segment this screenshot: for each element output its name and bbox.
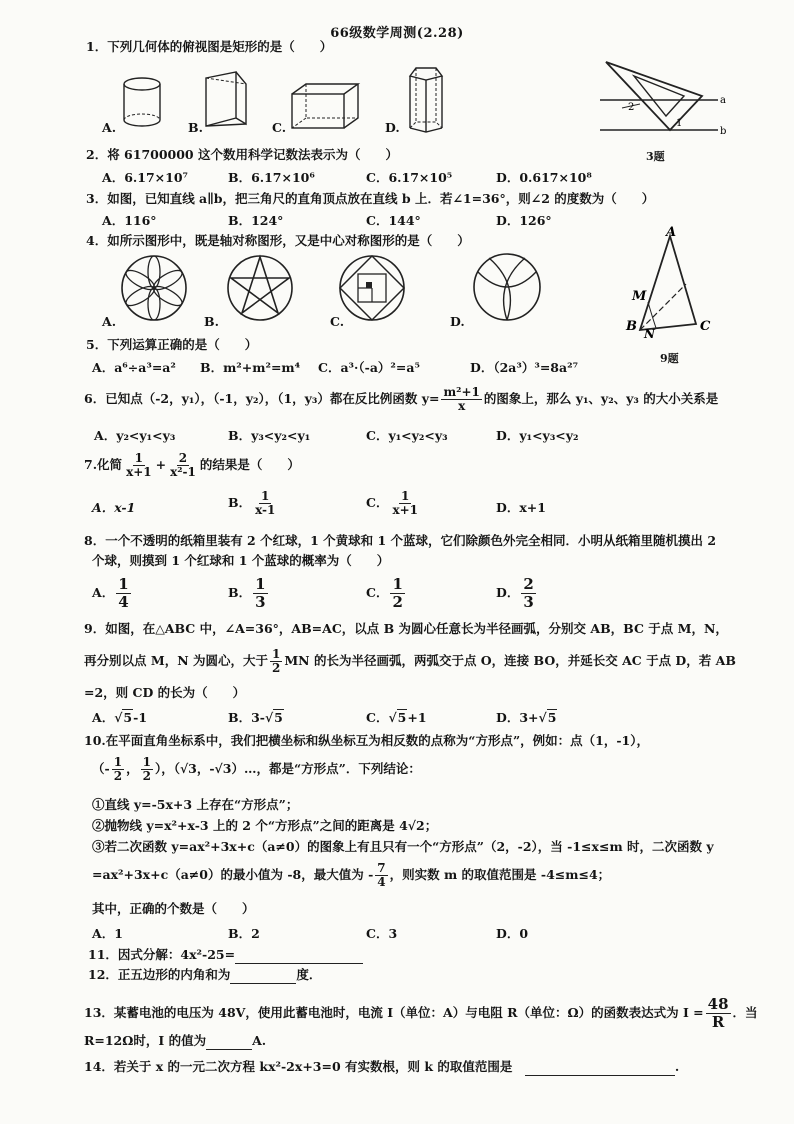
q6-stem-post: 的图象上，那么 y₁、y₂、y₃ 的大小关系是 [483, 391, 719, 406]
q8-d-num: 2 [523, 575, 534, 593]
set-square-figure [600, 58, 730, 142]
pentagram-circle-figure [224, 252, 296, 324]
q7-f2-num: 2 [178, 451, 188, 465]
q7-f1-den: x+1 [126, 465, 152, 479]
q12-stem-pre: 12．正五边形的内角和为 [88, 967, 231, 982]
point-n-label: N [644, 327, 655, 340]
vertex-b-label: B [626, 319, 637, 334]
q8-b-den: 3 [255, 593, 266, 611]
pentagonal-prism-figure [402, 66, 450, 136]
question-2-stem: 2．将 61700000 这个数用科学记数法表示为（ ） [86, 147, 398, 162]
q14-stem: 14．若关于 x 的一元二次方程 kx²-2x+3=0 有实数根，则 k 的取值范围是 [84, 1059, 513, 1074]
q13-fraction [706, 996, 731, 1031]
question-10-line-2 [92, 756, 421, 783]
q10-s3b-pre: =ax²+3x+c（a≠0）的最小值为 -8，最大值为 - [92, 867, 374, 882]
q7-f1-num: 1 [134, 451, 144, 465]
page-title: 66级数学周测(2.28) [330, 26, 464, 41]
question-13-line-1 [84, 996, 758, 1031]
q8-b-frac [253, 576, 267, 611]
q9-b-pre: B．3- [228, 710, 265, 725]
q7-b-den: x-1 [255, 503, 276, 517]
q7-option-c-frac [390, 490, 420, 517]
q5-option-d[interactable]: D．（2a³）³=8a²⁷ [470, 360, 579, 375]
q13-frac-den: R [711, 1013, 725, 1031]
q12-stem-post: 度． [296, 967, 322, 982]
q9-line2-post: MN 的长为半径画弧，两弧交于点 O，连接 BO，并延长交 AC 于点 D，若 AB [284, 653, 736, 668]
question-4-stem: 4．如所示图形中，既是轴对称图形，又是中心对称图形的是（ ） [86, 233, 470, 248]
q10-option-d[interactable]: D．0 [496, 926, 529, 941]
question-9-line-1: 9．如图，在△ABC 中，∠A=36°，AB=AC，以点 B 为圆心任意长为半径画弧，分别交 AB，BC 于点 M，N， [84, 621, 728, 636]
q7-option-c[interactable] [366, 490, 422, 517]
q13-line2-pre: R=12Ω时，I 的值为 [84, 1033, 207, 1048]
q10-frac-1 [112, 756, 124, 783]
q7-c-num: 1 [401, 489, 410, 503]
q3-option-a[interactable]: A．116° [102, 213, 157, 228]
circle-six-petals-figure [118, 252, 190, 324]
q9-c-rad: 5 [397, 710, 407, 725]
q3-option-d[interactable]: D．126° [496, 213, 552, 228]
q7-option-d[interactable]: D．x+1 [496, 500, 546, 515]
q5-option-b[interactable]: B．m²+m²=m⁴ [200, 360, 301, 375]
q6-option-d[interactable]: D．y₁<y₃<y₂ [496, 428, 579, 443]
q9-option-d[interactable]: D．3+√5 [496, 710, 557, 725]
q14-end: . [674, 1059, 680, 1074]
question-12 [88, 966, 321, 984]
q3-option-c[interactable]: C．144° [366, 213, 421, 228]
q7-b-num: 1 [261, 489, 270, 503]
q8-d-label: D． [496, 585, 520, 600]
q13-line2-post: A. [252, 1033, 267, 1048]
question-7-stem [84, 452, 300, 479]
q8-option-b[interactable] [228, 576, 270, 611]
q8-option-d[interactable] [496, 576, 538, 611]
question-8-line-1: 8．一个不透明的纸箱里装有 2 个红球，1 个黄球和 1 个蓝球，它们除颜色外完全相同．小明从纸箱里随机摸出 2 [84, 533, 717, 548]
q7-option-b[interactable] [228, 490, 279, 517]
q7-f2-den: x²-1 [170, 465, 196, 479]
question-14 [84, 1058, 679, 1076]
figure-9-caption: 9题 [660, 352, 679, 365]
question-13-line-2 [84, 1032, 266, 1050]
q9-b-rad: 5 [274, 710, 283, 725]
q1-option-c[interactable]: C. [272, 120, 287, 135]
q4-option-a[interactable]: A. [102, 314, 117, 329]
q6-fraction [441, 386, 481, 413]
q2-option-a[interactable]: A．6.17×10⁷ [102, 170, 188, 185]
q2-option-d[interactable]: D．0.617×10⁸ [496, 170, 592, 185]
q7-option-b-label: B． [228, 495, 252, 510]
q2-option-c[interactable]: C．6.17×10⁵ [366, 170, 453, 185]
q10-statement-3-line-2 [92, 862, 610, 889]
q10-s3b-den: 4 [377, 875, 386, 889]
question-9-line-3: =2，则 CD 的长为（ ） [84, 685, 246, 700]
q10-line2-mid: ， [126, 761, 139, 776]
q9-c-post: +1 [407, 710, 427, 725]
q8-a-den: 4 [118, 593, 129, 611]
q6-option-b[interactable]: B．y₃<y₂<y₁ [228, 428, 311, 443]
q8-b-num: 1 [255, 575, 266, 593]
q7-fraction-2 [168, 452, 198, 479]
q6-frac-num: m²+1 [443, 385, 480, 399]
q12-answer-blank[interactable] [230, 969, 296, 984]
three-arcs-circle-figure [470, 250, 544, 324]
q9-option-c[interactable]: C．√5+1 [366, 710, 427, 725]
q13-frac-num: 48 [707, 995, 729, 1013]
q1-option-b[interactable]: B. [188, 120, 203, 135]
q10-option-b[interactable]: B．2 [228, 926, 260, 941]
q13-line1-pre: 13．某蓄电池的电压为 48V，使用此蓄电池时，电流 I（单位：A）与电阻 R（单位：Ω）的函数表达式为 I = [84, 1005, 704, 1020]
q10-option-a[interactable]: A．1 [92, 926, 123, 941]
q10-statement-3-line-1: ③若二次函数 y=ax²+3x+c（a≠0）的图象上有且只有一个“方形点”（2，-2），当 -1≤x≤m 时，二次函数 y [92, 839, 714, 854]
q9-line2-pre: 再分别以点 M，N 为圆心，大于 [84, 653, 268, 668]
q11-stem: 11．因式分解：4x²-25= [88, 947, 236, 962]
point-m-label: M [632, 289, 647, 304]
angle-1-label: 1 [676, 118, 683, 129]
square-in-circle-figure [336, 252, 408, 324]
q8-option-c[interactable] [366, 576, 407, 611]
q7-option-b-frac [253, 490, 277, 517]
q10-frac-2 [141, 756, 153, 783]
q10-statement-2: ②抛物线 y=x²+x-3 上的 2 个“方形点”之间的距离是 4√2； [92, 818, 438, 833]
q8-b-label: B． [228, 585, 252, 600]
question-5-stem: 5．下列运算正确的是（ ） [86, 337, 258, 352]
q7-stem-post: 的结果是（ ） [199, 457, 300, 472]
q9-d-pre: D．3+ [496, 710, 539, 725]
question-10-line-1: 10.在平面直角坐标系中，我们把横坐标和纵坐标互为相反数的点称为“方形点”，例如：点（1，-1）， [84, 733, 649, 748]
q2-option-b[interactable]: B．6.17×10⁶ [228, 170, 315, 185]
triangle-abc-figure [624, 224, 714, 340]
q9-a-post: -1 [133, 710, 148, 725]
q10-f1-num: 1 [113, 755, 123, 769]
q8-c-den: 2 [392, 593, 403, 611]
q9-a-rad: 5 [123, 710, 133, 725]
q9-frac-num: 1 [271, 647, 281, 661]
q10-statement-1: ①直线 y=-5x+3 上存在“方形点”； [92, 797, 299, 812]
vertex-a-label: A [666, 225, 677, 240]
q9-d-rad: 5 [547, 710, 557, 725]
triangular-prism-figure [200, 68, 252, 132]
q8-a-label: A． [92, 585, 115, 600]
q10-f2-num: 1 [142, 755, 151, 769]
angle-2-label: 2 [628, 102, 635, 113]
q8-option-a[interactable] [92, 576, 133, 611]
q6-option-c[interactable]: C．y₁<y₂<y₃ [366, 428, 448, 443]
q8-c-num: 1 [392, 575, 403, 593]
q9-a-pre: A． [92, 710, 115, 725]
q1-option-d[interactable]: D. [385, 120, 400, 135]
q7-option-a[interactable]: A．x-1 [92, 500, 136, 515]
q10-f2-den: 2 [142, 769, 151, 783]
q10-line2-post: ），（√3，-√3）…，都是“方形点”．下列结论： [154, 761, 421, 776]
q10-s3b-frac [375, 862, 387, 889]
q6-option-a[interactable]: A．y₂<y₁<y₃ [94, 428, 176, 443]
q13-answer-blank[interactable] [206, 1035, 252, 1050]
vertex-c-label: C [700, 319, 711, 334]
figure-3-caption: 3题 [646, 150, 665, 163]
question-6-stem [84, 386, 718, 413]
q8-c-frac [390, 576, 404, 611]
q7-option-c-label: C． [366, 495, 389, 510]
q9-fraction [270, 648, 282, 675]
q5-option-a[interactable]: A．a⁶÷a³=a² [92, 360, 176, 375]
question-3-stem: 3．如图，已知直线 a∥b，把三角尺的直角顶点放在直线 b 上．若∠1=36°，则∠2 的度数为（ ） [86, 191, 655, 206]
question-9-line-2 [84, 648, 736, 675]
q7-c-den: x+1 [392, 503, 419, 517]
line-a-label: a [720, 95, 726, 106]
q8-a-frac [116, 576, 130, 611]
cube-figure [288, 80, 362, 132]
q3-option-b[interactable]: B．124° [228, 213, 284, 228]
q9-option-b[interactable]: B．3-√5 [228, 710, 283, 725]
q6-frac-den: x [458, 399, 466, 413]
q7-plus: + [155, 457, 167, 472]
q6-stem-pre: 6．已知点（-2，y₁），（-1，y₂），（1，y₃）都在反比例函数 y= [84, 391, 440, 406]
question-1-stem: 1．下列几何体的俯视图是矩形的是（ ） [86, 39, 333, 54]
cylinder-figure [118, 74, 166, 130]
q14-answer-blank[interactable] [525, 1061, 675, 1076]
question-8-line-2: 个球，则摸到 1 个红球和 1 个蓝球的概率为（ ） [92, 553, 390, 568]
q9-frac-den: 2 [271, 661, 281, 675]
q4-option-d[interactable]: D. [450, 314, 465, 329]
q5-option-c[interactable]: C．a³·（-a）²=a⁵ [318, 360, 420, 375]
q1-option-a[interactable]: A. [102, 120, 117, 135]
q9-option-a[interactable]: A．√5-1 [92, 710, 148, 725]
q4-option-c[interactable]: C. [330, 314, 345, 329]
q4-option-b[interactable]: B. [204, 314, 219, 329]
q10-line2-pre: （- [92, 761, 110, 776]
q7-stem-pre: 7.化简 [84, 457, 123, 472]
q8-c-label: C． [366, 585, 389, 600]
q10-ask: 其中，正确的个数是（ ） [92, 901, 255, 916]
question-11 [88, 946, 363, 964]
q10-s3b-num: 7 [377, 861, 386, 875]
q10-f1-den: 2 [113, 769, 123, 783]
q10-s3b-post: ，则实数 m 的取值范围是 -4≤m≤4； [389, 867, 611, 882]
q7-fraction-1 [124, 452, 154, 479]
q9-c-pre: C． [366, 710, 389, 725]
q13-line1-post: ．当 [732, 1005, 758, 1020]
q10-option-c[interactable]: C．3 [366, 926, 398, 941]
q11-answer-blank[interactable] [235, 949, 363, 964]
q8-a-num: 1 [118, 575, 129, 593]
line-b-label: b [720, 126, 727, 137]
q8-d-den: 3 [523, 593, 534, 611]
q8-d-frac [521, 576, 535, 611]
